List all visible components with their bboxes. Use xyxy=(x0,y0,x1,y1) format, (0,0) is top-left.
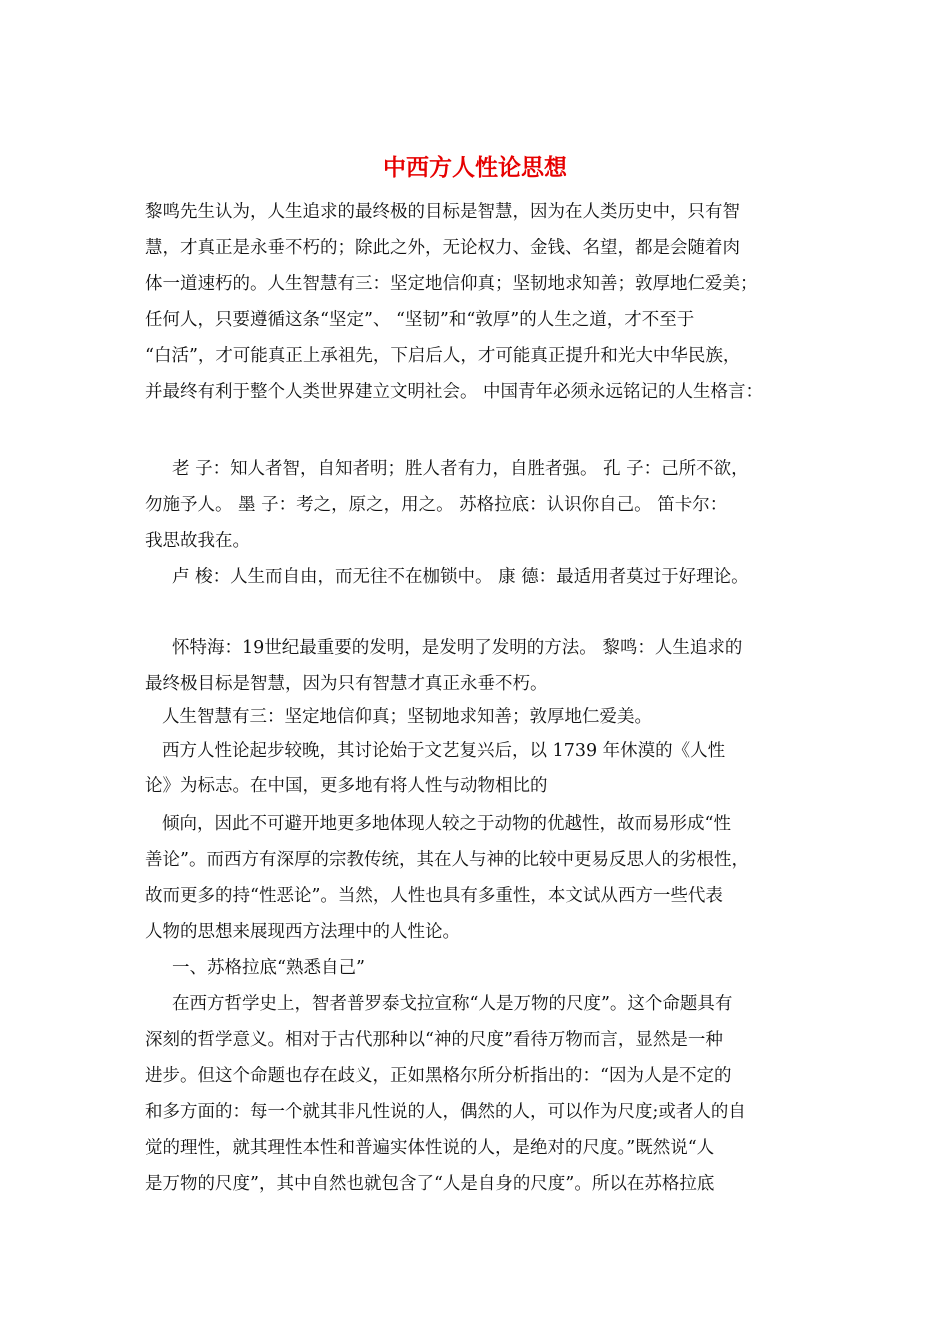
text-line: 黎鸣先生认为，人生追求的最终极的目标是智慧，因为在人类历史中，只有智 xyxy=(145,202,740,222)
text-line: 人物的思想来展现西方法理中的人性论。 xyxy=(145,922,460,942)
text-line: 觉的理性，就其理性本性和普遍实体性说的人，是绝对的尺度。”既然说“人 xyxy=(145,1138,715,1158)
text-line: 西方人性论起步较晚，其讨论始于文艺复兴后，以 1739 年休漠的《人性 xyxy=(162,741,726,761)
text-line: 我思故我在。 xyxy=(145,531,250,551)
document-title: 中西方人性论思想 xyxy=(383,154,567,181)
text-line: 倾向，因此不可避开地更多地体现人较之于动物的优越性，故而易形成“性 xyxy=(162,814,731,834)
section-heading: 一、苏格拉底“熟悉自己” xyxy=(172,958,365,978)
text-line: 人生智慧有三：坚定地信仰真；坚韧地求知善；敦厚地仁爱美。 xyxy=(162,707,652,727)
text-line: 勿施予人。 墨 子：考之，原之，用之。 苏格拉底：认识你自己。 笛卡尔： xyxy=(145,495,728,515)
text-line: 深刻的哲学意义。相对于古代那种以“神的尺度”看待万物而言，显然是一种 xyxy=(145,1030,723,1050)
text-line: 故而更多的持“性恶论”。当然，人性也具有多重性，本文试从西方一些代表 xyxy=(145,886,723,906)
text-line: 进步。但这个命题也存在歧义，正如黑格尔所分析指出的：“因为人是不定的 xyxy=(145,1066,732,1086)
text-line: 慧，才真正是永垂不朽的；除此之外，无论权力、金钱、名望，都是会随着肉 xyxy=(145,238,740,258)
text-line: 善论”。而西方有深厚的宗教传统，其在人与神的比较中更易反思人的劣根性， xyxy=(145,850,749,870)
text-line: 是万物的尺度”，其中自然也就包含了“人是自身的尺度”。所以在苏格拉底 xyxy=(145,1174,715,1194)
text-line: 卢 梭：人生而自由，而无往不在枷锁中。 康 德：最适用者莫过于好理论。 xyxy=(172,567,749,587)
text-line: 老 子：知人者智，自知者明；胜人者有力，自胜者强。 孔 子：己所不欲， xyxy=(172,459,749,479)
text-line: 最终极目标是智慧，因为只有智慧才真正永垂不朽。 xyxy=(145,674,548,694)
text-line: 并最终有利于整个人类世界建立文明社会。 中国青年必须永远铭记的人生格言： xyxy=(145,382,764,402)
text-line: 体一道速朽的。人生智慧有三：坚定地信仰真；坚韧地求知善；敦厚地仁爱美； xyxy=(145,274,758,294)
text-line: 任何人，只要遵循这条“坚定”、 “坚韧”和“敦厚”的人生之道，才不至于 xyxy=(145,310,695,330)
text-line: “白活”，才可能真正上承祖先，下启后人，才可能真正提升和光大中华民族， xyxy=(145,346,741,366)
text-line: 和多方面的：每一个就其非凡性说的人，偶然的人，可以作为尺度;或者人的自 xyxy=(145,1102,746,1122)
text-line: 在西方哲学史上，智者普罗泰戈拉宣称“人是万物的尺度”。这个命题具有 xyxy=(172,994,733,1014)
text-line: 论》为标志。在中国，更多地有将人性与动物相比的 xyxy=(145,776,548,796)
text-line: 怀特海：19世纪最重要的发明，是发明了发明的方法。 黎鸣：人生追求的 xyxy=(172,638,743,658)
